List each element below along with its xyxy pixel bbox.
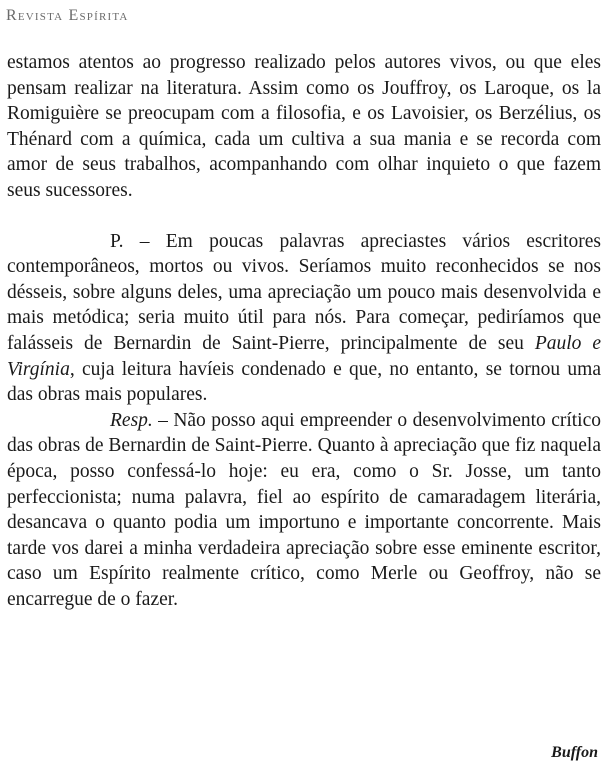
question-text-start: P. – Em poucas palavras apreciastes vários escritores contemporâneos, mortos ou vivos. Seríamos muito reconhecidos se nos désseis, sobre alguns deles, uma apreciação um pouco mais desenvolvida e mais metódica; seria muito útil para nós. Para começar, pediríamos que falásseis de Bernardin de Saint-Pierre, principalmente de seu	[7, 230, 601, 354]
response-text: – Não posso aqui empreender o desenvolvimento crítico das obras de Bernardin de Saint-Pierre. Quanto à apreciação que fiz naquela época, posso confessá-lo hoje: eu era, como o Sr. Josse, um tanto perfeccionista; numa palavra, fiel ao espírito de camaradagem literária, desancava o quanto podia um importuno e importante concorrente. Mais tarde vos darei a minha verdadeira apreciação sobre esse eminente escritor, caso um Espírito realmente crítico, como Merle ou Geoffroy, não se encarregue de o fazer.	[7, 409, 601, 610]
book-title: Paulo e Virgínia	[7, 332, 601, 380]
running-header: Revista Espírita	[6, 7, 129, 24]
paragraph-continuation: estamos atentos ao progresso realizado pelos autores vivos, ou que eles pensam realizar na literatura. Assim como os Jouffroy, os Laroque, os la Romiguière se preocupam com a filosofia, e os Lavoisier, os Berzélius, os Thénard com a química, cada um cultiva a sua mania e se recorda com amor de seus trabalhos, acompanhando com olhar inquieto o que fazem seus sucessores.	[7, 52, 601, 201]
signature: Buffon	[551, 744, 598, 761]
paragraph-response	[7, 408, 601, 613]
response-label: Resp.	[110, 409, 153, 431]
page-body	[7, 50, 601, 612]
question-text-end: , cuja leitura havíeis condenado e que, no entanto, se tornou uma das obras mais populares.	[7, 358, 601, 406]
paragraph-question	[7, 229, 601, 408]
